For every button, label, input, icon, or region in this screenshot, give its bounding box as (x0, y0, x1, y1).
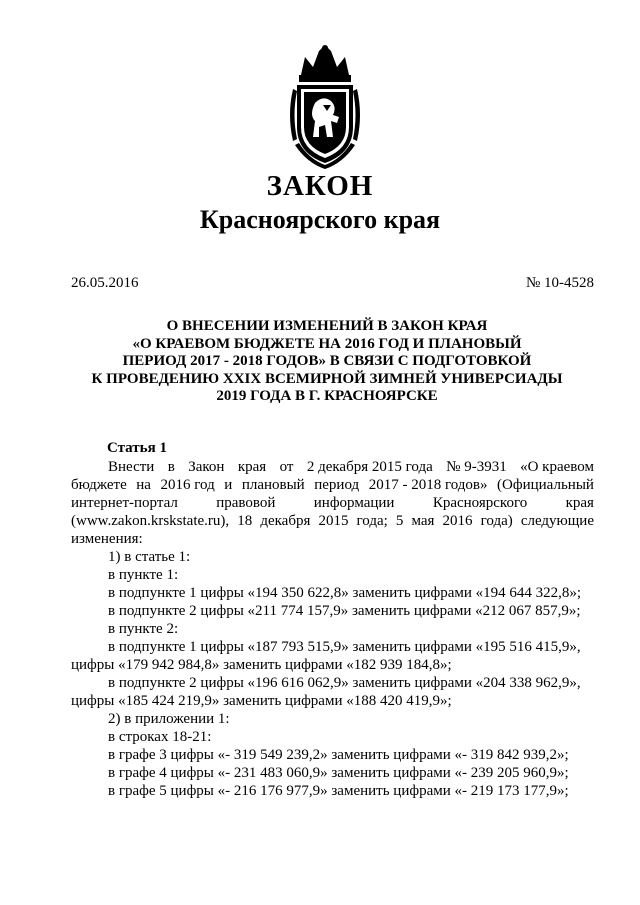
item-line: в подпункте 1 цифры «194 350 622,8» заменить цифрами «194 644 322,8»; (108, 585, 582, 601)
intro-line-3 (71, 494, 594, 512)
word: 18 (237, 513, 253, 529)
word: плановый (241, 477, 305, 493)
law-number: № 10-4528 (525, 275, 594, 291)
item-line: в подпункте 2 цифры «211 774 157,9» заменить цифрами «212 067 857,9»; (108, 603, 581, 619)
word: 2015 (318, 513, 349, 529)
word: 2016 (442, 513, 473, 529)
item-line: в подпункте 2 цифры «196 616 062,9» заменить цифрами «204 338 962,9», (108, 675, 581, 691)
heading-line: «О КРАЕВОМ БЮДЖЕТЕ НА 2016 ГОД И ПЛАНОВЫЙ (132, 335, 522, 352)
article-body (71, 458, 594, 800)
word: на (136, 477, 151, 493)
word: (www.zakon.krskstate.ru), (71, 513, 230, 529)
intro-line-1 (71, 458, 594, 476)
word: края (565, 495, 594, 511)
word: правовой (216, 495, 276, 511)
heading-line: ПЕРИОД 2017 - 2018 ГОДОВ» В СВЯЗИ С ПОДГОТОВКОЙ (122, 353, 532, 369)
word: края (237, 459, 267, 475)
word: «О краевом (520, 459, 594, 475)
intro-line-4 (71, 512, 594, 530)
krasnoyarsk-coat-of-arms-icon (287, 45, 363, 171)
item-line: цифры «179 942 984,8» заменить цифрами «182 939 184,8»; (71, 657, 452, 673)
heading-line: К ПРОВЕДЕНИЮ XXIX ВСЕМИРНОЙ ЗИМНЕЙ УНИВЕРСИАДЫ (91, 370, 563, 387)
word: интернет-портал (71, 495, 178, 511)
item-line: в подпункте 1 цифры «187 793 515,9» заменить цифрами «195 516 415,9», (108, 639, 581, 655)
item-line: 2) в приложении 1: (108, 711, 230, 727)
word: 2016 год (160, 477, 215, 493)
word: декабря (260, 513, 311, 529)
word: в (167, 459, 175, 475)
item-line: цифры «185 424 219,9» заменить цифрами «188 420 419,9»; (71, 693, 452, 709)
item-line: в графе 4 цифры «- 231 483 060,9» заменить цифрами «- 239 205 960,9»; (108, 765, 569, 781)
word: 2017 - 2018 годов» (368, 477, 488, 493)
intro-line-5: изменения: (71, 531, 143, 547)
word: Внести (108, 459, 155, 475)
heading-line: 2019 ГОДА В Г. КРАСНОЯРСКЕ (216, 388, 438, 404)
law-title: ЗАКОН (266, 170, 374, 202)
item-line: 1) в статье 1: (108, 549, 191, 565)
word: бюджете (71, 477, 127, 493)
word: мая (411, 513, 435, 529)
article-title: Статья 1 (107, 440, 167, 456)
word: период (314, 477, 360, 493)
word: от (279, 459, 294, 475)
word: года) (480, 513, 513, 529)
item-line: в пункте 2: (108, 621, 179, 637)
word: Закон (188, 459, 225, 475)
law-heading (60, 318, 594, 406)
law-subtitle: Красноярского края (199, 205, 441, 234)
word: Красноярского (432, 495, 528, 511)
word: 2 декабря 2015 года (306, 459, 433, 475)
intro-line-2 (71, 476, 594, 494)
law-date: 26.05.2016 (71, 275, 139, 291)
item-line: в пункте 1: (108, 567, 179, 583)
item-line: в графе 3 цифры «- 319 549 239,2» заменить цифрами «- 319 842 939,2»; (108, 747, 569, 763)
word: информации (313, 495, 395, 511)
word: следующие (520, 513, 594, 529)
word: № 9-3931 (446, 459, 507, 475)
word: (Официальный (497, 477, 594, 493)
word: и (224, 477, 233, 493)
word: 5 (395, 513, 404, 529)
word: года; (356, 513, 388, 529)
item-line: в графе 5 цифры «- 216 176 977,9» заменить цифрами «- 219 173 177,9»; (108, 783, 569, 799)
item-line: в строках 18-21: (108, 729, 212, 745)
heading-line: О ВНЕСЕНИИ ИЗМЕНЕНИЙ В ЗАКОН КРАЯ (166, 318, 488, 334)
